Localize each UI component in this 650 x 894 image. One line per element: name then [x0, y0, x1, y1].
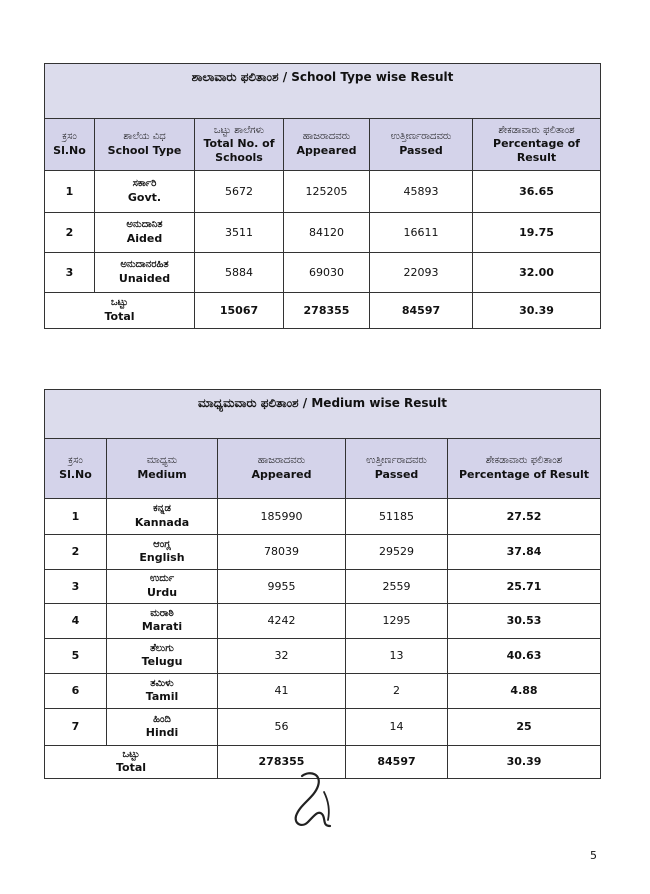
total-appeared: 278355	[284, 293, 370, 329]
table-row	[45, 604, 601, 639]
total-schools: 5672	[195, 171, 284, 213]
appeared: 125205	[284, 171, 370, 213]
table-row	[45, 171, 601, 213]
school-type: ಅನುದಾನಿತ Aided	[95, 213, 195, 253]
sl-no: 5	[45, 639, 107, 674]
sl-no: 2	[45, 535, 107, 570]
percentage: 19.75	[473, 213, 601, 253]
table-row	[45, 213, 601, 253]
passed: 29529	[346, 535, 448, 570]
medium-name: ಹಿಂದಿ Hindi	[107, 709, 218, 746]
percentage: 40.63	[448, 639, 601, 674]
table-row	[45, 499, 601, 535]
total-schools: 5884	[195, 253, 284, 293]
total-percentage: 30.39	[473, 293, 601, 329]
appeared: 32	[218, 639, 346, 674]
percentage: 27.52	[448, 499, 601, 535]
header-percentage: ಶೇಕಡಾವಾರು ಫಲಿತಾಂಶ Percentage of Result	[473, 119, 601, 171]
percentage: 4.88	[448, 674, 601, 709]
total-label: ಒಟ್ಟು Total	[45, 746, 218, 779]
appeared: 84120	[284, 213, 370, 253]
medium-name: ಆಂಗ್ಲ English	[107, 535, 218, 570]
passed: 1295	[346, 604, 448, 639]
passed: 16611	[370, 213, 473, 253]
percentage: 25.71	[448, 570, 601, 604]
table-row	[45, 709, 601, 746]
sl-no: 7	[45, 709, 107, 746]
total-label: ಒಟ್ಟು Total	[45, 293, 195, 329]
medium-table	[44, 389, 601, 779]
total-passed: 84597	[370, 293, 473, 329]
header-passed: ಉತ್ತೀರ್ಣರಾದವರು Passed	[346, 439, 448, 499]
total-schools: 3511	[195, 213, 284, 253]
header-school-type: ಶಾಲೆಯ ವಿಧ School Type	[95, 119, 195, 171]
table-row	[45, 535, 601, 570]
school-type-table-title: ಶಾಲಾವಾರು ಫಲಿತಾಂಶ / School Type wise Result	[45, 64, 601, 119]
percentage: 32.00	[473, 253, 601, 293]
sl-no: 6	[45, 674, 107, 709]
passed: 22093	[370, 253, 473, 293]
total-percentage: 30.39	[448, 746, 601, 779]
school-type: ಸರ್ಕಾರಿ Govt.	[95, 171, 195, 213]
passed: 2	[346, 674, 448, 709]
sl-no: 3	[45, 570, 107, 604]
header-appeared: ಹಾಜರಾದವರು Appeared	[218, 439, 346, 499]
table-row	[45, 674, 601, 709]
signature-mark	[288, 770, 338, 832]
total-row	[45, 293, 601, 329]
passed: 13	[346, 639, 448, 674]
medium-name: ತಮಿಳು Tamil	[107, 674, 218, 709]
table-row	[45, 639, 601, 674]
appeared: 78039	[218, 535, 346, 570]
passed: 2559	[346, 570, 448, 604]
header-passed: ಉತ್ತೀರ್ಣರಾದವರು Passed	[370, 119, 473, 171]
appeared: 4242	[218, 604, 346, 639]
medium-name: ಕನ್ನಡ Kannada	[107, 499, 218, 535]
header-percentage: ಶೇಕಡಾವಾರು ಫಲಿತಾಂಶ Percentage of Result	[448, 439, 601, 499]
sl-no: 2	[45, 213, 95, 253]
total-passed: 84597	[346, 746, 448, 779]
sl-no: 4	[45, 604, 107, 639]
appeared: 56	[218, 709, 346, 746]
sl-no: 1	[45, 499, 107, 535]
medium-name: ಉರ್ದು Urdu	[107, 570, 218, 604]
total-appeared: 278355	[218, 746, 346, 779]
appeared: 185990	[218, 499, 346, 535]
header-sl-no: ಕ್ರಸಂ Sl.No	[45, 119, 95, 171]
medium-name: ತೆಲುಗು Telugu	[107, 639, 218, 674]
school-type: ಅನುದಾನರಹಿತ Unaided	[95, 253, 195, 293]
total-schools: 15067	[195, 293, 284, 329]
percentage: 30.53	[448, 604, 601, 639]
page-number: 5	[590, 849, 597, 862]
appeared: 69030	[284, 253, 370, 293]
table-row	[45, 253, 601, 293]
medium-table-title: ಮಾಧ್ಯಮವಾರು ಫಲಿತಾಂಶ / Medium wise Result	[45, 390, 601, 439]
school-type-table	[44, 63, 601, 329]
passed: 51185	[346, 499, 448, 535]
percentage: 25	[448, 709, 601, 746]
sl-no: 1	[45, 171, 95, 213]
appeared: 9955	[218, 570, 346, 604]
table-row	[45, 570, 601, 604]
medium-name: ಮರಾಠಿ Marati	[107, 604, 218, 639]
passed: 45893	[370, 171, 473, 213]
percentage: 37.84	[448, 535, 601, 570]
sl-no: 3	[45, 253, 95, 293]
header-appeared: ಹಾಜರಾದವರು Appeared	[284, 119, 370, 171]
passed: 14	[346, 709, 448, 746]
header-total-schools: ಒಟ್ಟು ಶಾಲೆಗಳು Total No. of Schools	[195, 119, 284, 171]
percentage: 36.65	[473, 171, 601, 213]
header-medium: ಮಾಧ್ಯಮ Medium	[107, 439, 218, 499]
header-sl-no: ಕ್ರಸಂ Sl.No	[45, 439, 107, 499]
appeared: 41	[218, 674, 346, 709]
